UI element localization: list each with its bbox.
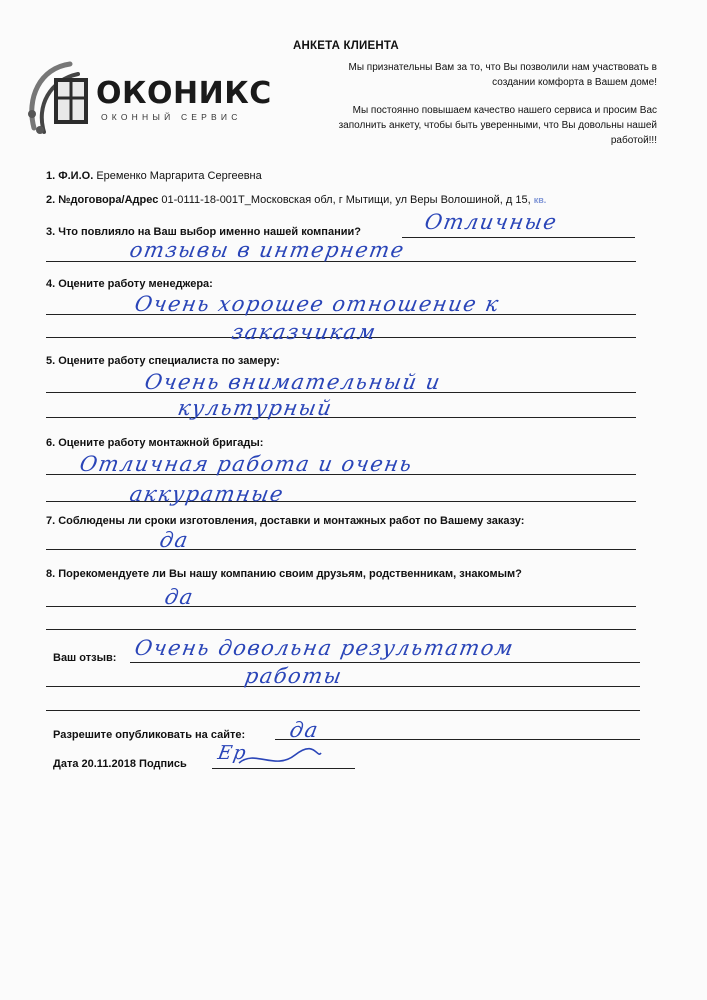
- fio-row: [46, 170, 262, 182]
- intro-text-1: Мы признательны Вам за то, что Вы позволили нам участвовать в создании комфорта в Вашем доме!: [348, 62, 657, 88]
- question-8: 8. Порекомендуете ли Вы нашу компанию своим друзьям, родственникам, знакомым?: [46, 568, 522, 580]
- publish-label: Разрешите опубликовать на сайте:: [53, 729, 246, 741]
- answer-line: [130, 662, 640, 663]
- company-logo: [26, 58, 272, 148]
- fio-value: Еременко Маргарита Сергеевна: [96, 170, 262, 182]
- answer-line: [46, 606, 636, 607]
- question-4: 4. Оцените работу менеджера:: [46, 278, 213, 290]
- fio-label: 1. Ф.И.О.: [46, 170, 94, 182]
- intro-text-2: Мы постоянно повышаем качество нашего сервиса и просим Вас заполнить анкету, чтобы быть уверенными, что Вы довольны нашей работой!!!: [338, 105, 657, 146]
- publish-value: да: [287, 718, 321, 742]
- contract-note: кв.: [533, 195, 547, 205]
- contract-value: 01-0111-18-001Т_Московская обл, г Мытищи, ул Веры Волошиной, д 15,: [161, 194, 531, 206]
- logo-subtitle: ОКОННЫЙ СЕРВИС: [101, 112, 242, 122]
- answer-line: [46, 710, 640, 711]
- form-title: АНКЕТА КЛИЕНТА: [293, 40, 399, 52]
- answer-6-line-1: Отличная работа и очень: [77, 452, 415, 476]
- answer-line: [46, 417, 636, 418]
- answer-line: [275, 739, 640, 740]
- answer-8: да: [162, 585, 196, 609]
- date-label: Дата 20.11.2018: [53, 758, 136, 770]
- window-logo-icon: [26, 58, 98, 140]
- answer-3-line-2: отзывы в интернете: [127, 238, 407, 262]
- answer-5-line-1: Очень внимательный и: [142, 370, 444, 394]
- signature-flourish-icon: [235, 745, 325, 775]
- review-line-1: Очень довольна результатом: [132, 636, 517, 660]
- answer-line: [46, 686, 640, 687]
- review-line-2: работы: [242, 664, 345, 688]
- answer-6-line-2: аккуратные: [127, 482, 287, 506]
- review-label: Ваш отзыв:: [53, 652, 117, 664]
- question-7: 7. Соблюдены ли сроки изготовления, доставки и монтажных работ по Вашему заказу:: [46, 515, 525, 527]
- contract-label: 2. №договора/Адрес: [46, 194, 159, 206]
- answer-5-line-2: культурный: [175, 396, 335, 420]
- logo-name: ОКОНИКС: [96, 76, 272, 111]
- answer-7: да: [157, 528, 191, 552]
- signature-label: Подпись: [139, 758, 187, 770]
- question-6: 6. Оцените работу монтажной бригады:: [46, 437, 264, 449]
- answer-4-line-2: заказчикам: [229, 320, 379, 344]
- answer-line: [402, 237, 635, 238]
- answer-line: [46, 549, 636, 550]
- answer-line: [46, 629, 636, 630]
- answer-3-line-1: Отличные: [422, 210, 560, 234]
- date-signature-row: [53, 758, 187, 770]
- answer-4-line-1: Очень хорошее отношение к: [132, 292, 502, 316]
- question-5: 5. Оцените работу специалиста по замеру:: [46, 355, 280, 367]
- question-3: 3. Что повлияло на Ваш выбор именно нашей компании?: [46, 226, 361, 238]
- contract-row: [46, 194, 546, 206]
- signature-value: Ер: [216, 742, 249, 764]
